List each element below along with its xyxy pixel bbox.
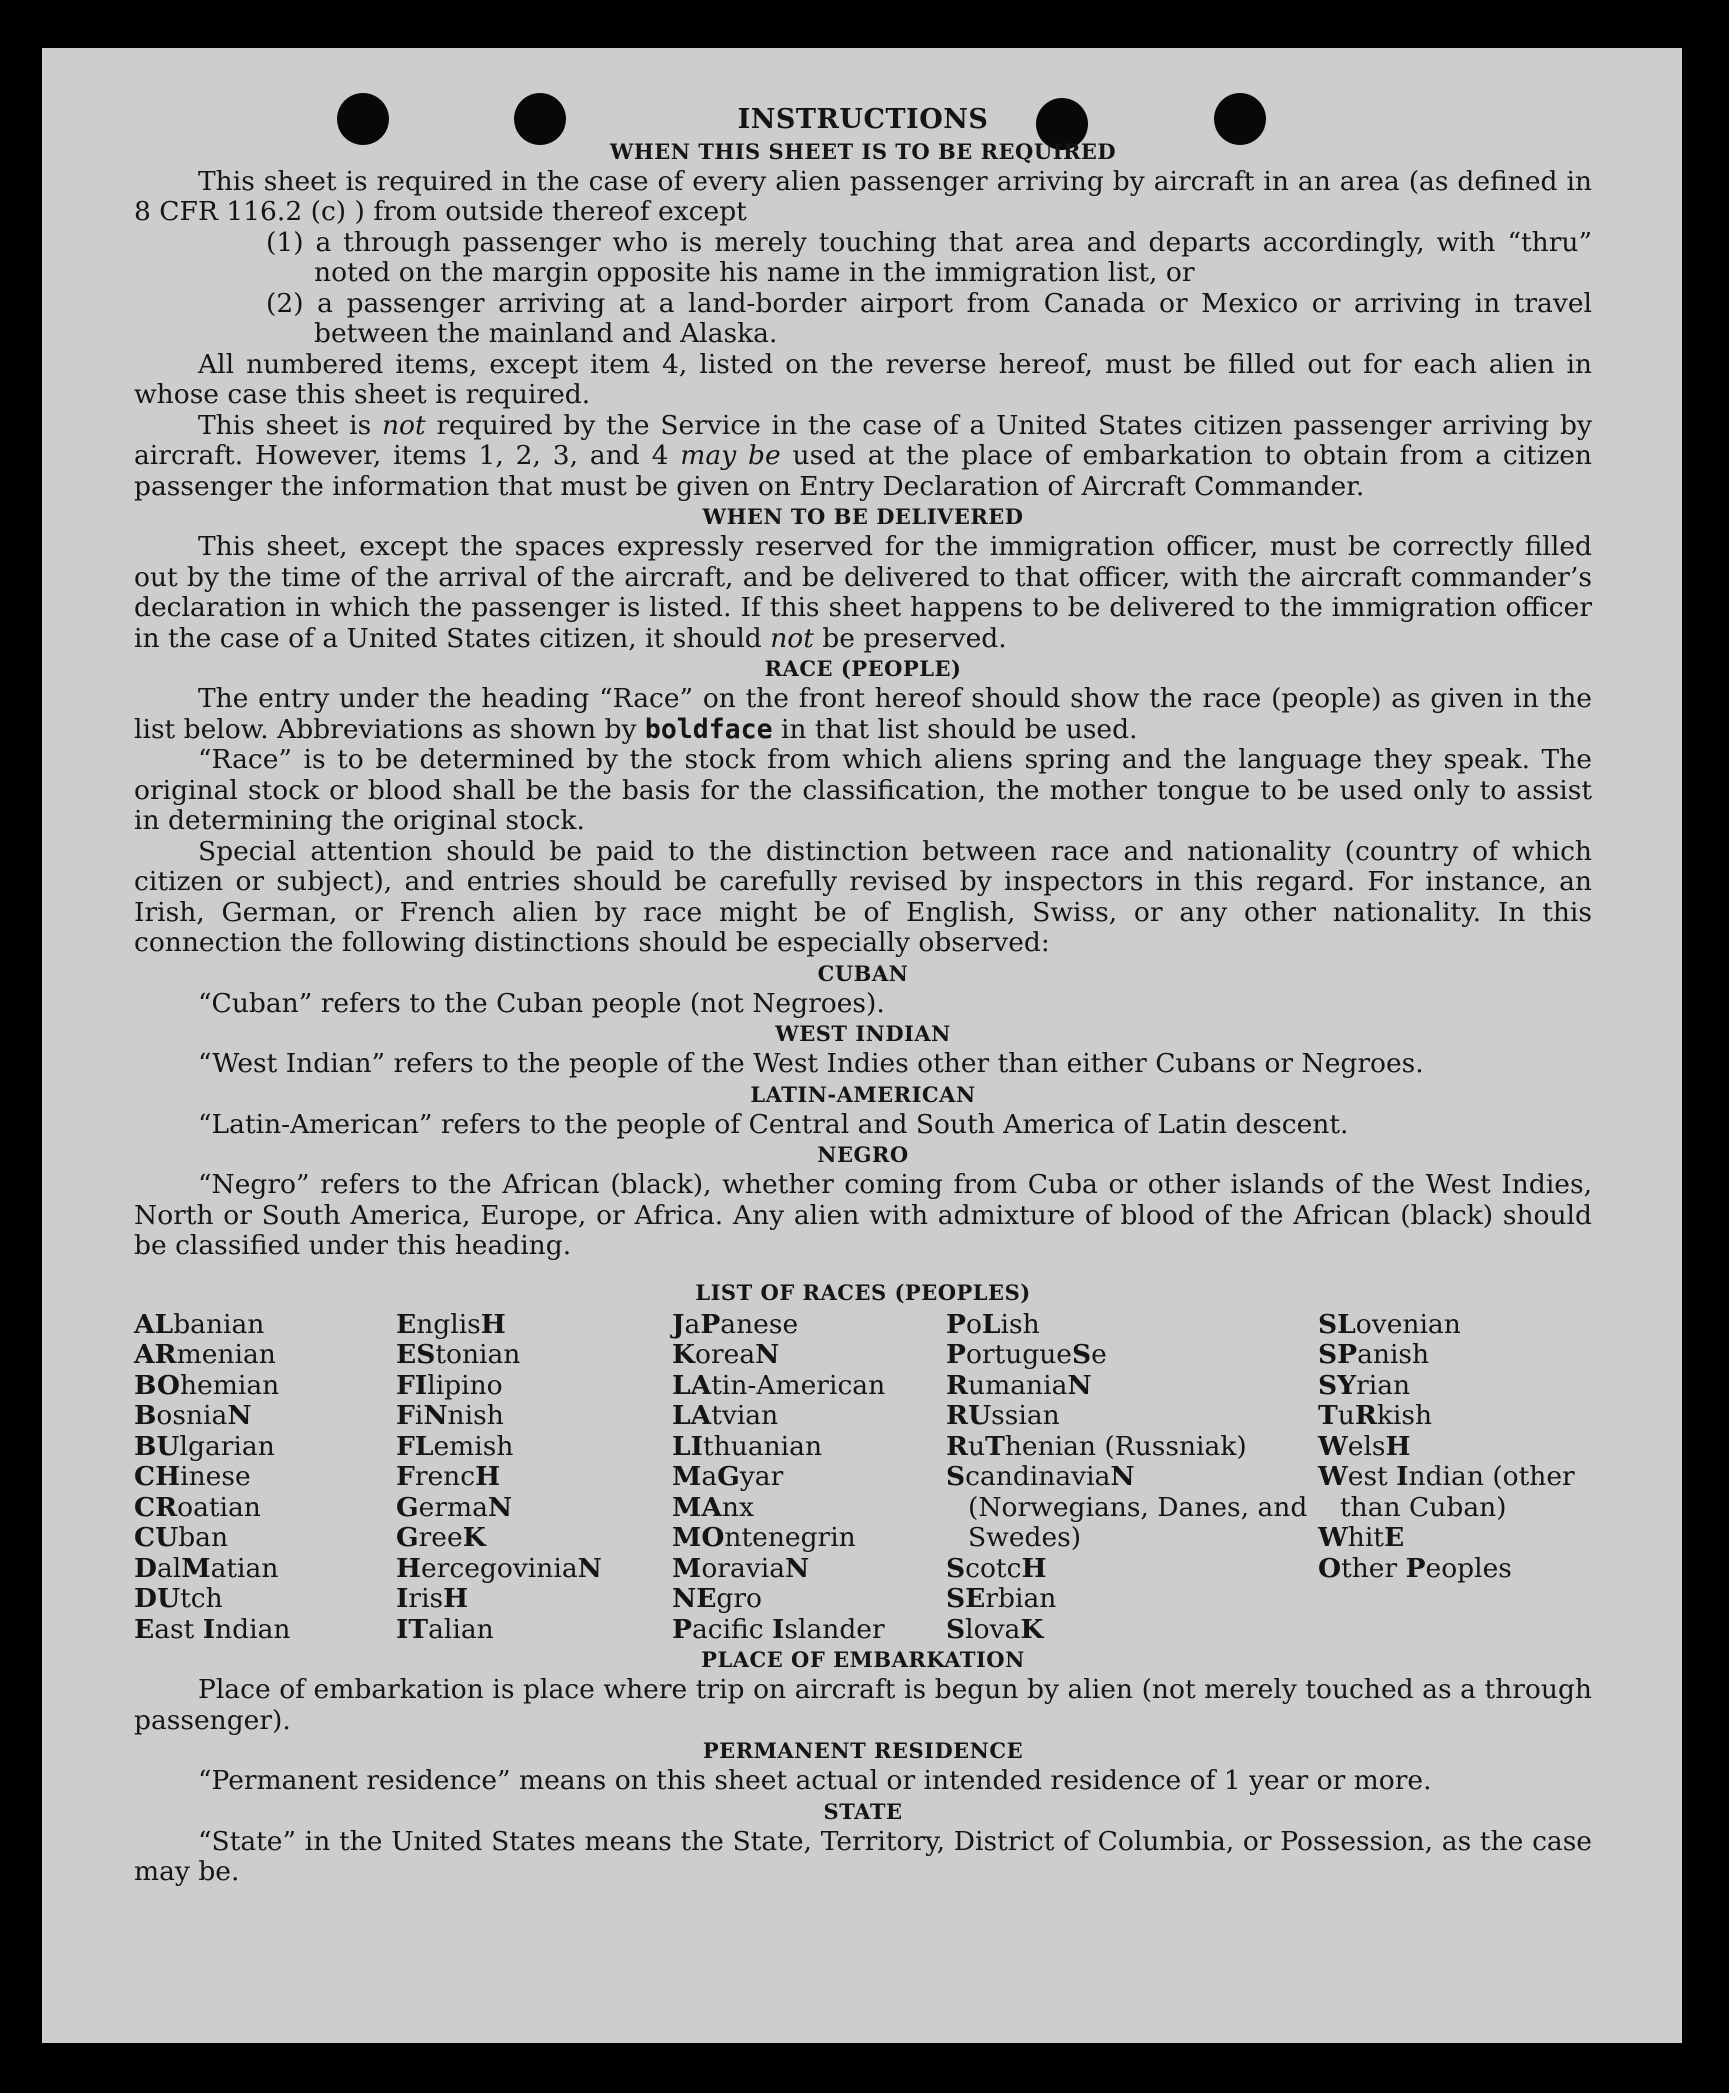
paragraph-race-nationality: Special attention should be paid to the distinction between race and nationality (country of which citizen or subject), and entries should be carefully revised by inspectors in this regard. For instance, an Irish, German, or French alien by race might be of English, Swiss, or any other nationality. In this connection the following distinctions should be especially observed: bbox=[134, 835, 1592, 958]
section-heading-race: RACE (PEOPLE) bbox=[764, 656, 962, 681]
section-heading-when-required: WHEN THIS SHEET IS TO BE REQUIRED bbox=[609, 138, 1117, 164]
distinction-heading-cuban: CUBAN bbox=[817, 960, 909, 986]
section-heading-when-delivered: WHEN TO BE DELIVERED bbox=[702, 504, 1024, 529]
distinction-heading-west-indian: WEST INDIAN bbox=[775, 1021, 951, 1046]
race-entry: ALbanian bbox=[134, 1308, 265, 1340]
race-entry: FLemish bbox=[396, 1430, 514, 1462]
race-entry: IrisH bbox=[396, 1583, 469, 1614]
race-entry: DalMatian bbox=[134, 1552, 279, 1584]
section-heading-residence: PERMANENT RESIDENCE bbox=[702, 1738, 1024, 1763]
paragraph-embarkation: Place of embarkation is place where trip on aircraft is begun by alien (not merely touched as a through passenger). bbox=[134, 1674, 1592, 1736]
paragraph-citizen: This sheet is not required by the Service in the case of a United States citizen passenger arriving by aircraft. However, items 1, 2, 3, and 4 may be used at the place of embarkation to obtain from a citizen passenger the information that must be given on Entry Declaration of Aircraft Commander. bbox=[134, 409, 1592, 502]
race-entry: EnglisH bbox=[396, 1308, 506, 1340]
race-entry: SErbian bbox=[946, 1583, 1057, 1614]
page-title: INSTRUCTIONS bbox=[737, 104, 989, 135]
distinction-text-negro: “Negro” refers to the African (black), whether coming from Cuba or other islands of the West Indies, North or South America, Europe, or Africa. Any alien with admixture of blood of the African (black) should be classified under this heading. bbox=[134, 1169, 1592, 1261]
race-entry: BOhemian bbox=[134, 1369, 280, 1401]
distinction-heading-negro: NEGRO bbox=[817, 1142, 909, 1167]
race-entry: ITalian bbox=[396, 1613, 494, 1645]
instructions-body bbox=[134, 105, 1592, 1888]
race-entry: HercegoviniaN bbox=[396, 1552, 602, 1584]
race-entry: CUban bbox=[134, 1522, 229, 1553]
race-entry: FiNnish bbox=[396, 1400, 504, 1431]
distinction-text-latin-american: “Latin-American” refers to the people of Central and South America of Latin descent. bbox=[198, 1108, 1349, 1140]
race-entry: RuThenian (Russniak) bbox=[946, 1430, 1247, 1462]
race-entry: LAtvian bbox=[672, 1400, 779, 1431]
race-entry: ARmenian bbox=[134, 1339, 276, 1370]
race-entry: LIthuanian bbox=[672, 1430, 823, 1462]
race-entry: GermaN bbox=[396, 1491, 513, 1523]
paragraph-residence: “Permanent residence” means on this sheet actual or intended residence of 1 year or more. bbox=[198, 1765, 1432, 1796]
race-entry: SlovaK bbox=[946, 1613, 1044, 1645]
race-entry: Other Peoples bbox=[1318, 1552, 1512, 1584]
race-column bbox=[134, 1310, 396, 1646]
race-entry: East Indian bbox=[134, 1613, 291, 1645]
race-entry: FIlipino bbox=[396, 1369, 503, 1401]
race-entry: TuRkish bbox=[1318, 1400, 1433, 1431]
race-entry: PoLish bbox=[946, 1308, 1040, 1340]
distinction-text-west-indian: “West Indian” refers to the people of the West Indies other than either Cubans or Negroes. bbox=[198, 1048, 1424, 1079]
paragraph-state: “State” in the United States means the State, Territory, District of Columbia, or Possession, as the case may be. bbox=[134, 1825, 1592, 1887]
race-entry: DUtch bbox=[134, 1583, 223, 1614]
race-entry: SLovenian bbox=[1318, 1308, 1461, 1340]
race-entry: NEgro bbox=[672, 1583, 763, 1614]
race-entry: MAnx bbox=[672, 1491, 754, 1523]
race-list-heading: LIST OF RACES (PEOPLES) bbox=[695, 1279, 1031, 1305]
section-heading-state: STATE bbox=[823, 1798, 903, 1824]
distinction-text-cuban: “Cuban” refers to the Cuban people (not Negroes). bbox=[198, 987, 885, 1019]
paragraph-race-stock: “Race” is to be determined by the stock from which aliens spring and the language they speak. The original stock or blood shall be the basis for the classification, the mother tongue to be used only to assist in determining the original stock. bbox=[134, 744, 1592, 836]
paragraph-race-entry: The entry under the heading “Race” on the front hereof should show the race (people) as given in the list below. Abbreviations as shown by boldface in that list should be used. bbox=[134, 683, 1592, 745]
race-entry: ScotcH bbox=[946, 1552, 1047, 1584]
race-column bbox=[396, 1310, 672, 1646]
race-entry: WhitE bbox=[1318, 1522, 1405, 1553]
race-entry: West Indian (other than Cuban) bbox=[1318, 1461, 1575, 1523]
race-entry: EStonian bbox=[396, 1339, 521, 1370]
race-column bbox=[672, 1310, 946, 1646]
paragraph-numbered-items: All numbered items, except item 4, listed on the reverse hereof, must be filled out for each alien in whose case this sheet is required. bbox=[134, 348, 1592, 410]
distinction-heading-latin-american: LATIN-AMERICAN bbox=[750, 1081, 976, 1107]
race-entry: CHinese bbox=[134, 1461, 251, 1492]
exception-item-2: (2) a passenger arriving at a land-border airport from Canada or Mexico or arriving in travel between the mainland and Alaska. bbox=[266, 287, 1592, 349]
paragraph-delivery: This sheet, except the spaces expressly reserved for the immigration officer, must be correctly filled out by the time of the arrival of the aircraft, and be delivered to that officer, with the aircraft commander’s declaration in which the passenger is listed. If this sheet happens to be delivered to the immigration officer in the case of a United States citizen, it should not be preserved. bbox=[134, 531, 1592, 654]
exception-item-1: (1) a through passenger who is merely touching that area and departs accordingly, with “thru” noted on the margin opposite his name in the immigration list, or bbox=[266, 226, 1592, 288]
race-entry: ScandinaviaN (Norwegians, Danes, and Swedes) bbox=[946, 1461, 1308, 1553]
race-entry: MoraviaN bbox=[672, 1552, 810, 1584]
race-column bbox=[946, 1310, 1318, 1646]
race-column bbox=[1318, 1310, 1592, 1646]
race-entry: BosniaN bbox=[134, 1400, 252, 1431]
race-entry: KoreaN bbox=[672, 1339, 780, 1370]
race-entry: Pacific Islander bbox=[672, 1613, 885, 1645]
race-entry: MaGyar bbox=[672, 1461, 784, 1492]
race-list bbox=[134, 1310, 1592, 1646]
race-entry: PortugueSe bbox=[946, 1339, 1107, 1370]
document-page bbox=[42, 48, 1682, 2043]
race-entry: BUlgarian bbox=[134, 1430, 275, 1462]
race-entry: RUssian bbox=[946, 1400, 1060, 1431]
race-entry: RumaniaN bbox=[946, 1369, 1092, 1401]
race-entry: JaPanese bbox=[672, 1308, 799, 1340]
paragraph-required-intro: This sheet is required in the case of every alien passenger arriving by aircraft in an area (as defined in 8 CFR 116.2 (c) ) from outside thereof except bbox=[134, 165, 1592, 227]
race-entry: SYrian bbox=[1318, 1369, 1411, 1401]
race-entry: SPanish bbox=[1318, 1339, 1430, 1370]
race-entry: MOntenegrin bbox=[672, 1522, 856, 1553]
race-entry: CRoatian bbox=[134, 1491, 261, 1523]
section-heading-embarkation: PLACE OF EMBARKATION bbox=[701, 1647, 1025, 1672]
race-entry: GreeK bbox=[396, 1522, 486, 1553]
race-entry: FrencH bbox=[396, 1461, 501, 1492]
race-entry: WelsH bbox=[1318, 1430, 1411, 1462]
race-entry: LAtin-American bbox=[672, 1369, 886, 1401]
